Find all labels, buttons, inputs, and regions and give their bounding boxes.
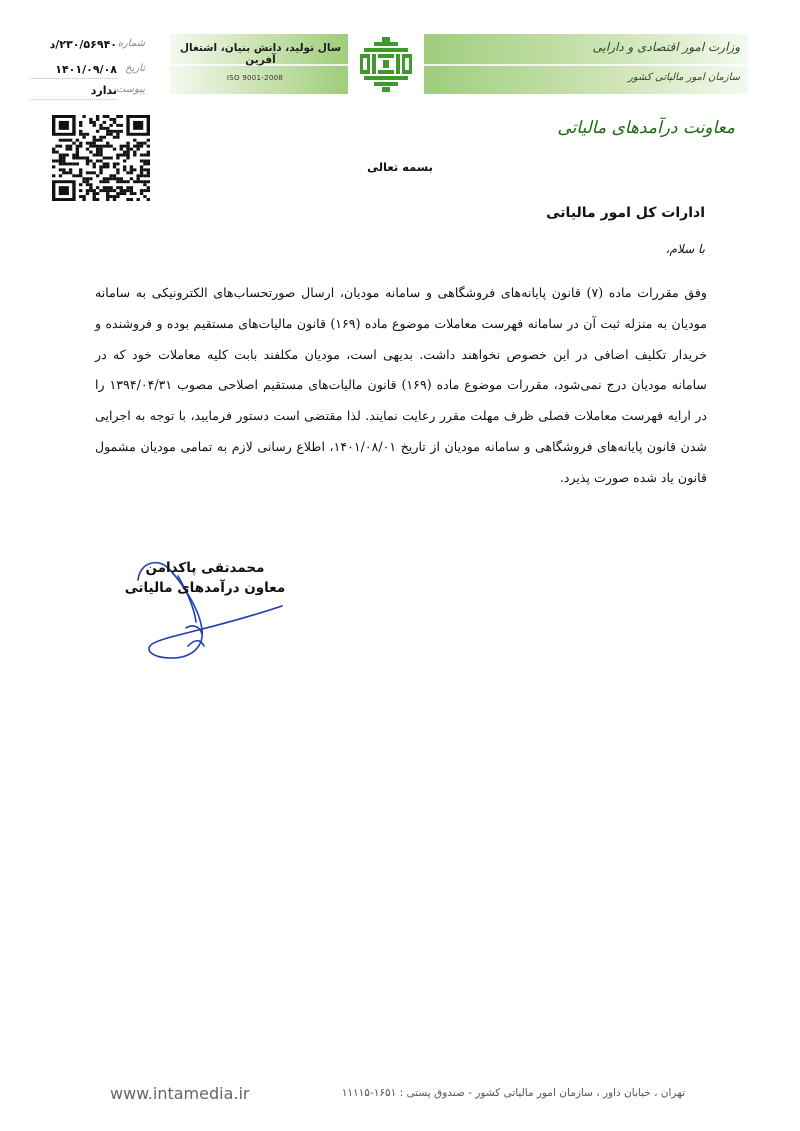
letter-number-row (30, 38, 145, 56)
signatory-name: محمدتقی پاکدامن (145, 560, 265, 576)
header-divider-right (424, 64, 748, 66)
number-label: شماره (117, 38, 145, 49)
attachment-underline (30, 99, 117, 100)
header-slogan: سال تولید، دانش بنیان، اشتغال آفرین (179, 42, 342, 66)
signatory-title: معاون درآمدهای مالیاتی (124, 580, 286, 596)
letter-number: ۲۳۰/۵۶۹۴۰/د (49, 38, 117, 51)
basmala: بسمه تعالی (367, 160, 433, 174)
attachment-label: پیوست (115, 84, 145, 95)
attachment-value: ندارد (90, 84, 117, 97)
footer-address: تهران ، خیابان داور ، سازمان امور مالیاتی کشور - صندوق پستی : ۱۶۵۱-۱۱۱۱۵ (341, 1087, 685, 1099)
date-underline (30, 78, 117, 79)
letter-body: وفق مقررات ماده (۷) قانون پایانه‌های فروشگاهی و سامانه مودیان، ارسال صورتحساب‌های الکترونیکی به سامانه مودیان به منزله ثبت آن در سامانه فهرست معاملات موضوع ماده (۱۶۹) قانون مالیات‌های مستقیم بوده و فروشنده و خریدار تکلیف اضافی در این خصوص نخواهند داشت. بدیهی است، مودیان مکلفند بابت کلیه معاملات خود که در سامانه مودیان درج نمی‌شود، مقررات موضوع ماده (۱۶۹) قانون مالیات‌های مستقیم اصلاحی مصوب ۱۳۹۴/۰۴/۳۱ را در ارایه فهرست معاملات فصلی ظرف مهلت مقرر رعایت نمایند. لذا مقتضی است دستور فرمایید، با توجه به اجرایی شدن قانون پایانه‌های فروشگاهی و سامانه مودیان از تاریخ ۱۴۰۱/۰۸/۰۱، اطلاع رسانی لازم به تمامی مودیان مشمول قانون یاد شده صورت پذیرد. (95, 285, 707, 485)
date-label: تاریخ (125, 63, 145, 74)
iso-label: ISO 9001-2008 (226, 74, 284, 82)
tax-organization-emblem-icon (356, 34, 416, 94)
qr-code (52, 115, 150, 201)
letter-date-row (30, 63, 145, 81)
attachment-row (30, 84, 145, 102)
greeting: با سلام، (665, 242, 705, 256)
footer-website: www.intamedia.ir (110, 1084, 250, 1103)
deputy-office-title: معاونت درآمدهای مالیاتی (557, 118, 735, 138)
recipient: ادارات کل امور مالیاتی (546, 205, 705, 221)
organization-name: سازمان امور مالیاتی کشور (628, 72, 740, 83)
letter-date: ۱۴۰۱/۰۹/۰۸ (55, 63, 117, 76)
ministry-name: وزارت امور اقتصادی و دارایی (592, 40, 740, 54)
